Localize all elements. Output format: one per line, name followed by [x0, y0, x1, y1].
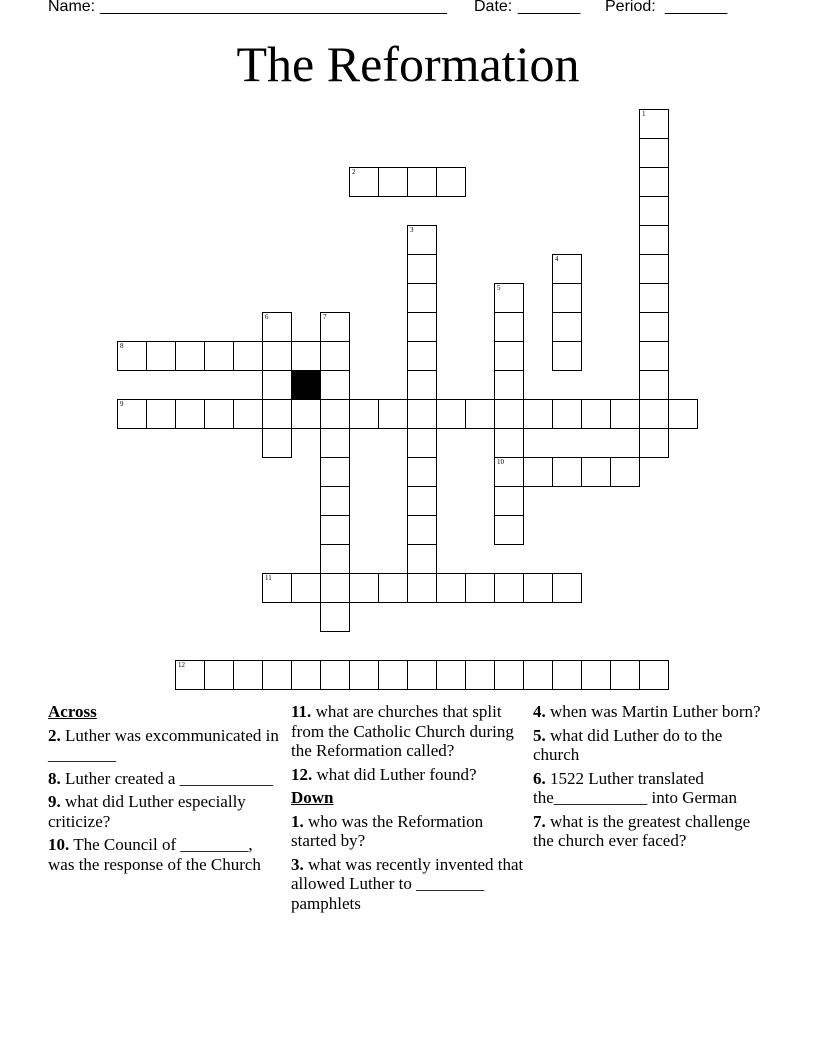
clue-number-label: 9 — [120, 400, 124, 408]
clue-text: who was the Reformation started by? — [291, 811, 484, 850]
clues-column-2 — [291, 702, 527, 917]
clue-text: what is the greatest challenge the church ever faced? — [533, 811, 751, 850]
clue-number: 12. — [291, 764, 313, 784]
crossword-cell[interactable] — [407, 660, 437, 690]
crossword-cell[interactable] — [117, 341, 147, 371]
clue-number: 1. — [291, 811, 304, 831]
clue-text: what are churches that split from the Catholic Church during the Reformation called? — [291, 702, 514, 760]
crossword-cell[interactable] — [378, 399, 408, 429]
crossword-cell[interactable] — [146, 399, 176, 429]
crossword-cell[interactable] — [436, 167, 466, 197]
crossword-cell[interactable] — [494, 399, 524, 429]
crossword-cell[interactable] — [407, 167, 437, 197]
crossword-cell[interactable] — [436, 660, 466, 690]
crossword-cell[interactable] — [320, 660, 350, 690]
name-label: Name: — [48, 0, 96, 15]
clues-column-3 — [533, 702, 763, 855]
crossword-cell[interactable] — [465, 573, 495, 603]
crossword-cell[interactable] — [494, 515, 524, 545]
crossword-cell[interactable] — [204, 660, 234, 690]
clue-text: Luther was excommunicated in ________ — [48, 725, 279, 764]
crossword-cell[interactable] — [378, 573, 408, 603]
crossword-cell[interactable] — [262, 399, 292, 429]
crossword-cell[interactable] — [407, 573, 437, 603]
clue-across-12 — [291, 765, 527, 785]
page-title: The Reformation — [236, 36, 580, 92]
crossword-cell[interactable] — [175, 660, 205, 690]
clue-text: what did Luther do to the church — [533, 725, 723, 764]
crossword-cell[interactable] — [639, 225, 669, 255]
crossword-cell[interactable] — [494, 573, 524, 603]
name-blank[interactable]: _______________________________________ — [100, 0, 448, 15]
crossword-cell[interactable] — [494, 370, 524, 400]
crossword-cell[interactable] — [320, 544, 350, 574]
crossword-cell[interactable] — [581, 457, 611, 487]
crossword-cell[interactable] — [523, 660, 553, 690]
clues-column-1 — [48, 702, 280, 878]
crossword-cell[interactable] — [291, 573, 321, 603]
clue-number-label: 8 — [120, 342, 124, 350]
crossword-black-cell — [291, 370, 321, 400]
crossword-cell[interactable] — [407, 544, 437, 574]
clue-number: 5. — [533, 725, 546, 745]
crossword-cell[interactable] — [407, 370, 437, 400]
clue-number: 10. — [48, 835, 70, 854]
clue-number-label: 4 — [555, 255, 559, 263]
crossword-cell[interactable] — [349, 573, 379, 603]
crossword-cell[interactable] — [523, 457, 553, 487]
clue-number-label: 1 — [642, 110, 646, 118]
crossword-cell[interactable] — [349, 167, 379, 197]
period-blank[interactable]: _______ — [665, 0, 728, 15]
clue-across-10 — [48, 835, 280, 874]
clue-number-label: 6 — [265, 313, 269, 321]
crossword-cell[interactable] — [552, 660, 582, 690]
crossword-cell[interactable] — [233, 341, 263, 371]
clue-across-11 — [291, 702, 527, 761]
crossword-cell[interactable] — [320, 602, 350, 632]
clue-number: 8. — [48, 768, 61, 788]
crossword-cell[interactable] — [320, 486, 350, 516]
crossword-cell[interactable] — [552, 573, 582, 603]
clue-down-3 — [291, 855, 527, 914]
crossword-cell[interactable] — [407, 254, 437, 284]
crossword-cell[interactable] — [320, 312, 350, 342]
clue-number: 11. — [291, 702, 312, 721]
crossword-cell[interactable] — [494, 660, 524, 690]
crossword-cell[interactable] — [320, 341, 350, 371]
crossword-cell[interactable] — [639, 167, 669, 197]
crossword-cell[interactable] — [175, 399, 205, 429]
clue-down-6 — [533, 769, 763, 808]
crossword-cell[interactable] — [639, 109, 669, 139]
clue-across-9 — [48, 792, 280, 831]
crossword-cell[interactable] — [233, 399, 263, 429]
crossword-cell[interactable] — [552, 312, 582, 342]
crossword-cell[interactable] — [639, 254, 669, 284]
clue-number: 2. — [48, 725, 61, 745]
crossword-cell[interactable] — [407, 428, 437, 458]
date-blank[interactable]: _______ — [518, 0, 581, 15]
crossword-cell[interactable] — [494, 341, 524, 371]
crossword-cell[interactable] — [407, 486, 437, 516]
clue-text: 1522 Luther translated the___________ into German — [533, 768, 737, 807]
crossword-cell[interactable] — [581, 660, 611, 690]
crossword-cell[interactable] — [262, 573, 292, 603]
clue-number-label: 7 — [323, 313, 327, 321]
crossword-cell[interactable] — [436, 399, 466, 429]
clue-number: 3. — [291, 854, 304, 874]
crossword-cell[interactable] — [465, 660, 495, 690]
crossword-cell[interactable] — [262, 428, 292, 458]
crossword-cell[interactable] — [494, 457, 524, 487]
crossword-cell[interactable] — [291, 660, 321, 690]
clue-number: 9. — [48, 792, 61, 811]
clue-text: Luther created a ___________ — [65, 768, 274, 788]
crossword-cell[interactable] — [465, 399, 495, 429]
crossword-cell[interactable] — [639, 312, 669, 342]
clue-number: 4. — [533, 702, 546, 721]
crossword-cell[interactable] — [407, 515, 437, 545]
crossword-cell[interactable] — [639, 138, 669, 168]
crossword-cell[interactable] — [610, 660, 640, 690]
crossword-cell[interactable] — [262, 660, 292, 690]
down-heading: Down — [291, 788, 334, 807]
crossword-cell[interactable] — [407, 283, 437, 313]
crossword-cell[interactable] — [552, 254, 582, 284]
clue-number-label: 2 — [352, 168, 356, 176]
crossword-cell[interactable] — [320, 399, 350, 429]
crossword-cell[interactable] — [378, 660, 408, 690]
crossword-cell[interactable] — [320, 457, 350, 487]
crossword-cell[interactable] — [407, 341, 437, 371]
date-label: Date: — [474, 0, 513, 15]
crossword-cell[interactable] — [639, 196, 669, 226]
crossword-cell[interactable] — [639, 341, 669, 371]
crossword-cell[interactable] — [349, 660, 379, 690]
crossword-cell[interactable] — [639, 370, 669, 400]
clue-down-4 — [533, 702, 763, 722]
clue-across-8 — [48, 769, 280, 789]
crossword-cell[interactable] — [204, 341, 234, 371]
clue-text: when was Martin Luther born? — [550, 702, 761, 721]
clue-number: 7. — [533, 811, 546, 831]
crossword-cell[interactable] — [407, 312, 437, 342]
crossword-cell[interactable] — [291, 399, 321, 429]
period-label: Period: — [605, 0, 656, 15]
clue-text: what did Luther found? — [316, 764, 477, 784]
crossword-cell[interactable] — [262, 370, 292, 400]
crossword-cell[interactable] — [494, 312, 524, 342]
crossword-cell[interactable] — [320, 515, 350, 545]
crossword-cell[interactable] — [117, 399, 147, 429]
crossword-cell[interactable] — [146, 341, 176, 371]
clue-down-5 — [533, 726, 763, 765]
crossword-cell[interactable] — [639, 283, 669, 313]
crossword-cell[interactable] — [581, 399, 611, 429]
clue-number-label: 5 — [497, 284, 501, 292]
crossword-cell[interactable] — [291, 341, 321, 371]
crossword-cell[interactable] — [436, 573, 466, 603]
crossword-cell[interactable] — [407, 399, 437, 429]
crossword-cell[interactable] — [552, 399, 582, 429]
clue-number-label: 10 — [497, 458, 504, 466]
clue-number-label: 11 — [265, 574, 272, 582]
crossword-cell[interactable] — [320, 573, 350, 603]
clue-text: The Council of ________, was the response of the Church — [48, 835, 261, 874]
crossword-cell[interactable] — [494, 486, 524, 516]
crossword-cell[interactable] — [320, 428, 350, 458]
clue-across-2 — [48, 726, 280, 765]
crossword-cell[interactable] — [262, 312, 292, 342]
crossword-cell[interactable] — [668, 399, 698, 429]
crossword-cell[interactable] — [175, 341, 205, 371]
crossword-cell[interactable] — [204, 399, 234, 429]
across-heading: Across — [48, 702, 97, 721]
crossword-cell[interactable] — [639, 428, 669, 458]
crossword-cell[interactable] — [552, 283, 582, 313]
crossword-cell[interactable] — [639, 399, 669, 429]
crossword-cell[interactable] — [262, 341, 292, 371]
crossword-cell[interactable] — [639, 660, 669, 690]
crossword-cell[interactable] — [610, 457, 640, 487]
crossword-cell[interactable] — [523, 573, 553, 603]
clue-number-label: 12 — [178, 661, 185, 669]
crossword-cell[interactable] — [610, 399, 640, 429]
crossword-cell[interactable] — [407, 225, 437, 255]
crossword-cell[interactable] — [552, 457, 582, 487]
clue-down-7 — [533, 812, 763, 851]
crossword-cell[interactable] — [552, 341, 582, 371]
clue-number-label: 3 — [410, 226, 414, 234]
crossword-cell[interactable] — [233, 660, 263, 690]
clue-down-1 — [291, 812, 527, 851]
crossword-cell[interactable] — [407, 457, 437, 487]
clue-text: what did Luther especially criticize? — [48, 792, 246, 831]
clue-text: what was recently invented that allowed Luther to ________ pamphlets — [291, 854, 524, 913]
crossword-cell[interactable] — [378, 167, 408, 197]
crossword-cell[interactable] — [494, 283, 524, 313]
crossword-cell[interactable] — [494, 428, 524, 458]
clue-number: 6. — [533, 768, 546, 788]
crossword-cell[interactable] — [349, 399, 379, 429]
crossword-cell[interactable] — [523, 399, 553, 429]
crossword-cell[interactable] — [320, 370, 350, 400]
